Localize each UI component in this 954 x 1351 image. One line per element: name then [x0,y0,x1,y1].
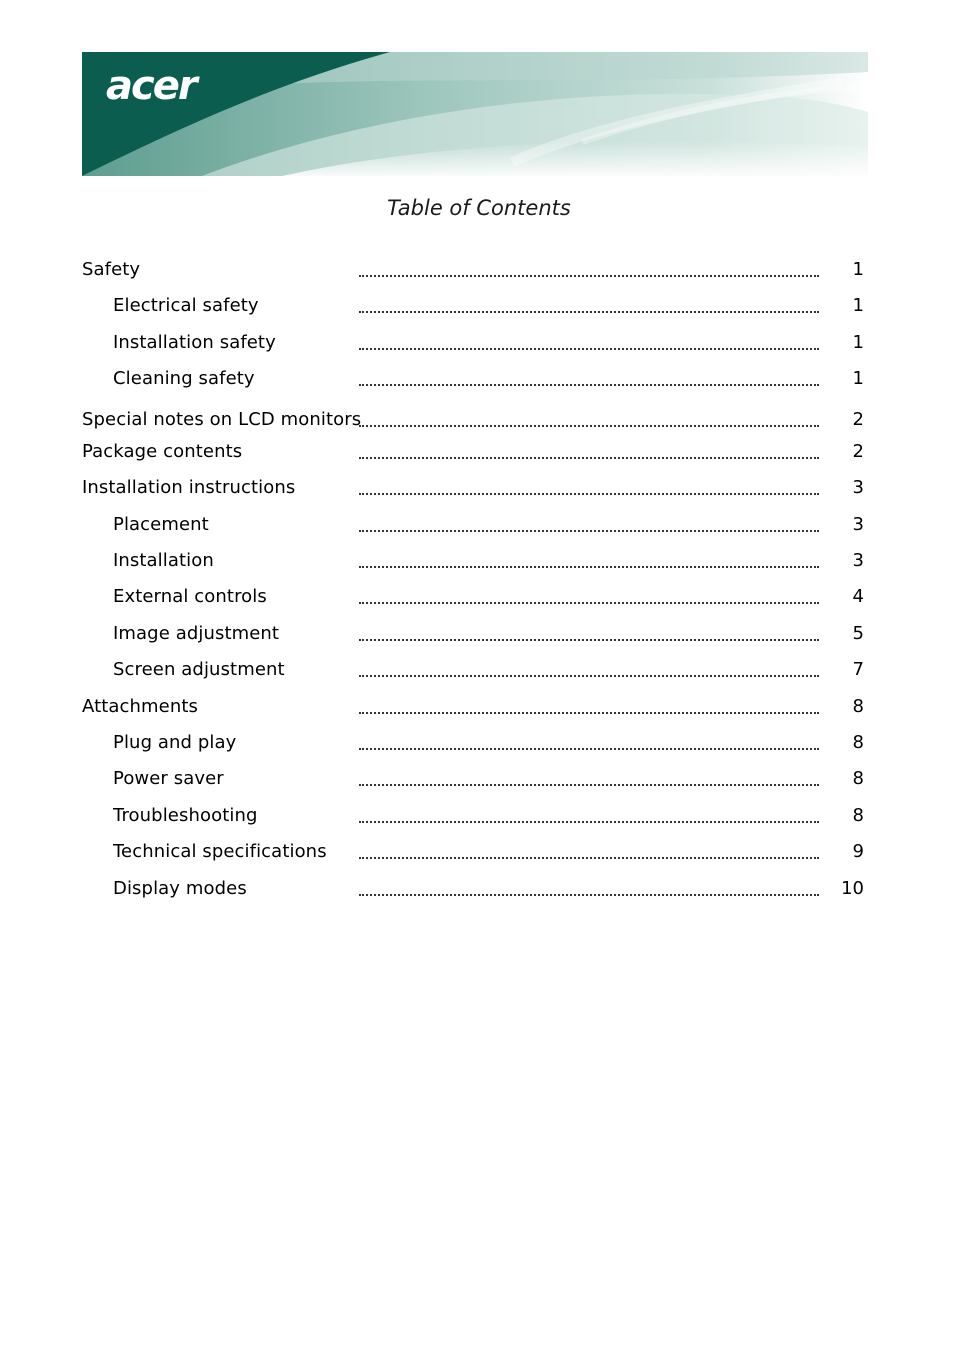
toc-entry-page: 8 [852,768,864,789]
toc-entry-page: 2 [852,409,864,430]
toc-entry-label: Package contents [82,441,243,462]
dot-leader [359,493,819,495]
dot-leader [359,639,819,641]
toc-entry-page: 7 [852,659,864,680]
toc-entry-label: Installation instructions [82,477,296,498]
toc-entry-page: 4 [852,586,864,607]
toc-entry-label: Special notes on LCD monitors [82,409,362,430]
toc-entry[interactable] [82,510,868,540]
toc-entry-label: Cleaning safety [113,368,255,389]
toc-entry[interactable] [82,473,868,503]
dot-leader [359,784,819,786]
toc-entry-label: External controls [113,586,267,607]
toc-entry-label: Electrical safety [113,295,259,316]
toc-entry-page: 2 [852,441,864,462]
toc-entry[interactable] [82,546,868,576]
toc-entry[interactable] [82,255,868,285]
dot-leader [359,425,819,427]
toc-entry-label: Attachments [82,696,198,717]
toc-entry[interactable] [82,874,868,904]
toc-entry[interactable] [82,364,868,394]
toc-entry-label: Safety [82,259,141,280]
dot-leader [359,530,819,532]
toc-entry-label: Technical specifications [113,841,327,862]
toc-entry-label: Display modes [113,878,247,899]
dot-leader [359,602,819,604]
dot-leader [359,566,819,568]
dot-leader [359,457,819,459]
dot-leader [359,712,819,714]
toc-entry-label: Installation safety [113,332,276,353]
toc-entry[interactable] [82,328,868,358]
dot-leader [359,857,819,859]
toc-entry[interactable] [82,619,868,649]
dot-leader [359,275,819,277]
toc-entry-label: Troubleshooting [113,805,258,826]
toc-entry[interactable] [82,582,868,612]
toc-entry-label: Power saver [113,768,224,789]
toc-entry-page: 1 [852,259,864,280]
dot-leader [359,384,819,386]
toc-entry[interactable] [82,801,868,831]
toc-entry-page: 10 [841,878,864,899]
toc-entry[interactable] [82,437,868,467]
toc-entry-page: 5 [852,623,864,644]
dot-leader [359,821,819,823]
dot-leader [359,894,819,896]
toc-entry-label: Placement [113,514,209,535]
toc-entry[interactable] [82,728,868,758]
toc-entry-page: 8 [852,805,864,826]
toc-entry[interactable] [82,692,868,722]
toc-entry-page: 1 [852,368,864,389]
toc-entry-page: 3 [852,477,864,498]
toc-entry[interactable] [82,405,868,435]
toc-entry-page: 1 [852,332,864,353]
page-title: Table of Contents [387,196,571,220]
toc-entry-page: 9 [852,841,864,862]
toc-entry-label: Screen adjustment [113,659,285,680]
toc-entry[interactable] [82,291,868,321]
dot-leader [359,348,819,350]
toc-entry-page: 3 [852,514,864,535]
toc-entry-page: 8 [852,696,864,717]
toc-entry-label: Image adjustment [113,623,280,644]
acer-logo: acer [106,63,196,109]
toc-entry-page: 1 [852,295,864,316]
dot-leader [359,675,819,677]
toc-entry[interactable] [82,764,868,794]
toc-entry-label: Plug and play [113,732,237,753]
toc-entry[interactable] [82,655,868,685]
toc-entry-page: 8 [852,732,864,753]
toc-entry-page: 3 [852,550,864,571]
toc-entry[interactable] [82,837,868,867]
toc-entry-label: Installation [113,550,214,571]
dot-leader [359,748,819,750]
dot-leader [359,311,819,313]
